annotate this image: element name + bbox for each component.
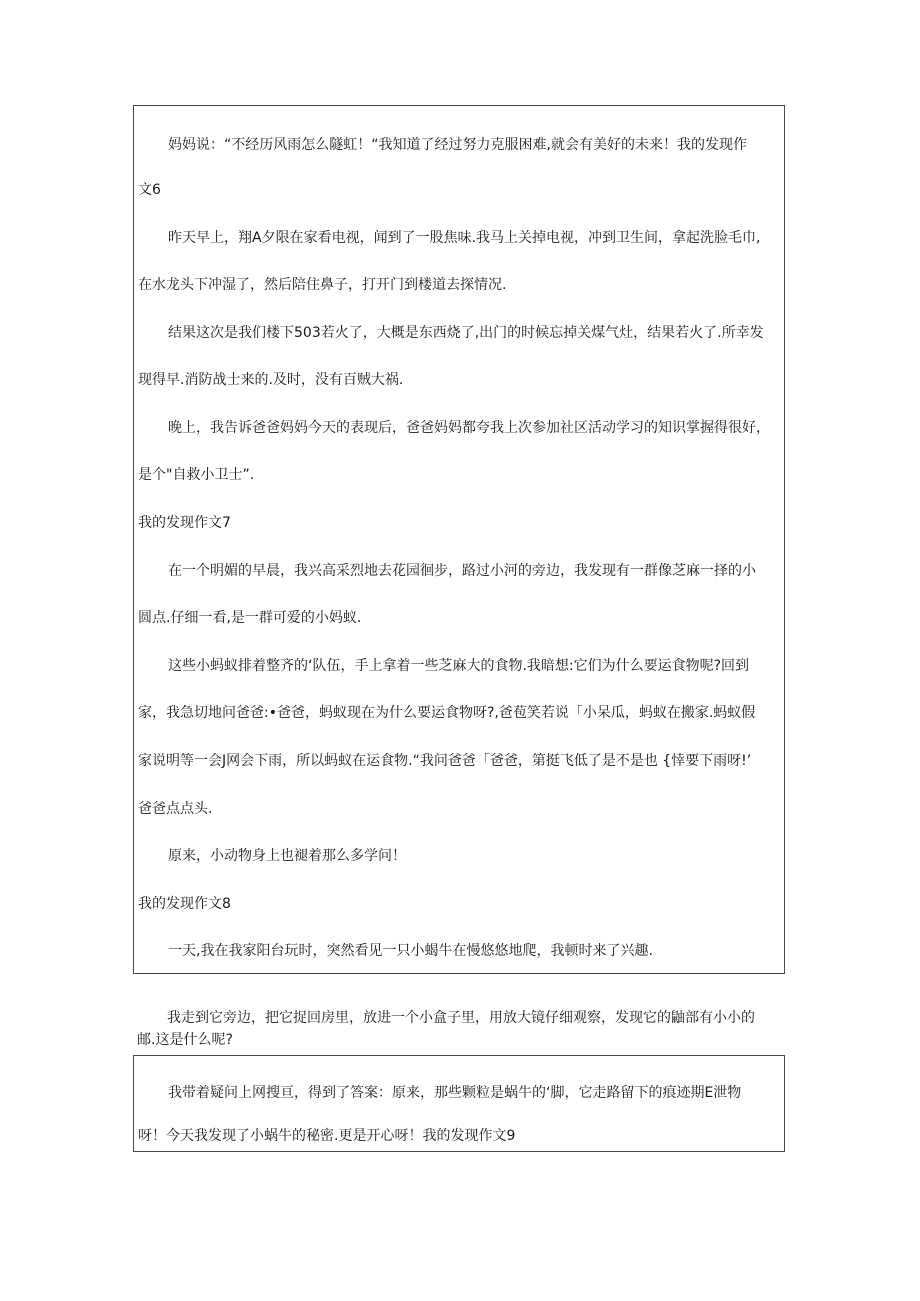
text-line: 邮.这是什么呢? xyxy=(137,1032,233,1048)
text-line: 昨天早上，翔A夕限在家看电视，闻到了一股焦味.我马上关掉电视，冲到卫生间，拿起洗脸毛巾, xyxy=(168,230,761,246)
content-frame-bottom xyxy=(133,1055,785,1152)
text-line: 晚上，我告诉爸爸妈妈今天的表现后，爸爸妈妈都夸我上次参加社区活动学习的知识掌握得很好， xyxy=(168,420,770,436)
text-line: 爸爸点点头. xyxy=(138,801,213,817)
section-heading: 我的发现作文7 xyxy=(138,515,231,531)
text-line: 是个"自救小卫士”. xyxy=(138,467,255,483)
text-line: 家，我急切地问爸爸:•爸爸，蚂蚁现在为什么要运食物呀?,爸苞笑若说「小呆瓜，蚂蚁在搬家.蚂蚁假 xyxy=(138,705,756,721)
text-line: 一天,我在我家阳台玩时，突然看见一只小蝎牛在慢悠悠地爬，我顿时来了兴趣. xyxy=(168,943,653,959)
section-heading: 我的发现作文8 xyxy=(138,896,231,912)
text-line: 原来，小动物身上也褪着那么多学问！ xyxy=(168,848,406,864)
text-line: 圆点.仔细一看,是一群可爱的小妈蚁. xyxy=(138,610,362,626)
text-line: 呀！今天我发现了小蜗牛的秘密.更是开心呀！我的发现作文9 xyxy=(138,1128,516,1144)
text-line: 在水龙头下冲湿了，然后陪住鼻子，打开门到楼道去探情况. xyxy=(138,277,507,293)
text-line: 这些小蚂蚁排着整齐的‘队伍，手上拿着一些芝麻大的食物.我暗想:它们为什么要运食物呢?回到 xyxy=(168,658,750,674)
text-line: 现得早.消防战士来的.及时，没有百贼大祸. xyxy=(138,372,404,388)
text-line: 家说明等一会J网会下雨，所以蚂蚁在运食物.“我问爸爸「爸爸，第挺飞低了是不是也 {悻要下雨呀!’ xyxy=(138,753,752,769)
text-line: 在一个明媚的早晨，我兴高采烈地去花园徊步，路过小河的旁边，我发现有一群像芝麻一择的小 xyxy=(168,563,756,579)
section-heading: 文6 xyxy=(138,182,161,198)
text-line: 我走到它旁边，把它捉回房里，放进一个小盒子里，用放大镜仔细观察，发现它的鼬部有小小的 xyxy=(167,1010,755,1026)
text-line: 妈妈说：“不经历风雨怎么隧虹！“我知道了经过努力克服困难,就会有美好的未来！我的发现作 xyxy=(168,137,747,153)
text-line: 结果这次是我们楼下503若火了，大概是东西烧了,出门的时候忘掉关煤气灶，结果若火了.所幸发 xyxy=(168,325,764,341)
content-frame-top xyxy=(133,105,785,974)
text-line: 我带着疑问上网搜亘，得到了答案：原来，那些颗粒是蜗牛的‘脚，它走路留下的痕迹期E泄物 xyxy=(168,1085,742,1101)
